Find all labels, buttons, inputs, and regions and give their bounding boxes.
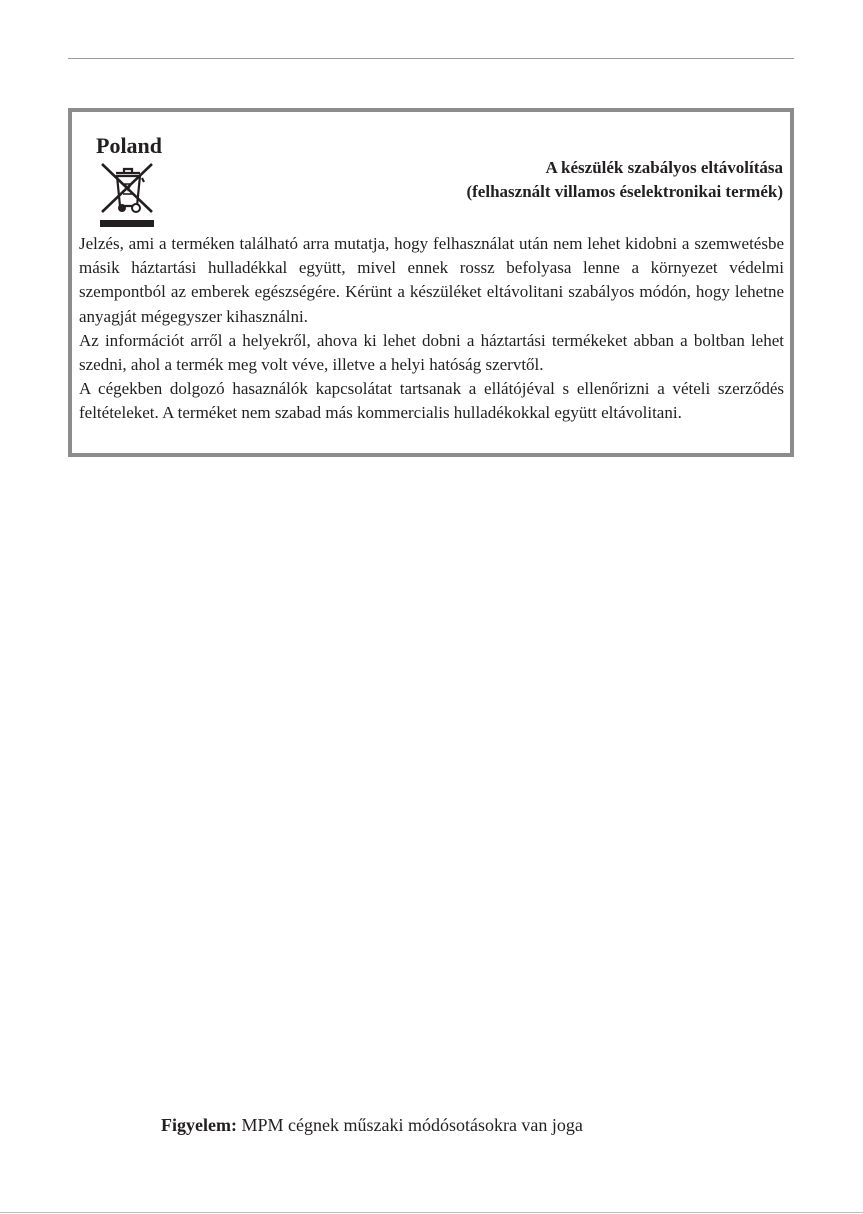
disposal-title-line-2: (felhasznált villamos éselektronikai termék): [466, 182, 783, 201]
disposal-title: [466, 156, 783, 204]
header-rule: [68, 58, 794, 59]
footer-rule: [0, 1212, 863, 1213]
country-label: Poland: [96, 133, 163, 158]
disposal-body: [79, 232, 784, 426]
disposal-paragraph: A cégekben dolgozó hasaználók kapcsolátat tartsanak a ellátójéval s ellenőrizni a vételi szerződés feltételeket. A terméket nem szabad más kommercialis hulladékokkal együtt eltávolitani.: [79, 379, 784, 423]
notice-label: Figyelem:: [161, 1115, 237, 1135]
footer-notice: [161, 1113, 583, 1137]
crossed-out-wheelie-bin-icon: [98, 160, 156, 230]
disposal-paragraph: Az információt arről a helyekről, ahova ki lehet dobni a háztartási termékeket abban a boltban lehet szedni, ahol a termék meg volt véve, illetve a helyi hatóság szervtől.: [79, 330, 784, 375]
notice-text: MPM cégnek műszaki módósotásokra van joga: [236, 1115, 583, 1135]
disposal-title-line-1: A készülék szabályos eltávolítása: [545, 158, 783, 177]
disposal-paragraph: Jelzés, ami a terméken található arra mutatja, hogy felhasználat után nem lehet kidobni a szemwetésbe másik háztartási hulladékkal együtt, mivel ennek rossz befolyasa lenne a környezet védelmi szempontból az emberek egészségére. Kérünt a készüléket eltávolitani szabályos módón, hogy lehetne anyagját mégegyszer kihasználni.: [79, 234, 784, 326]
